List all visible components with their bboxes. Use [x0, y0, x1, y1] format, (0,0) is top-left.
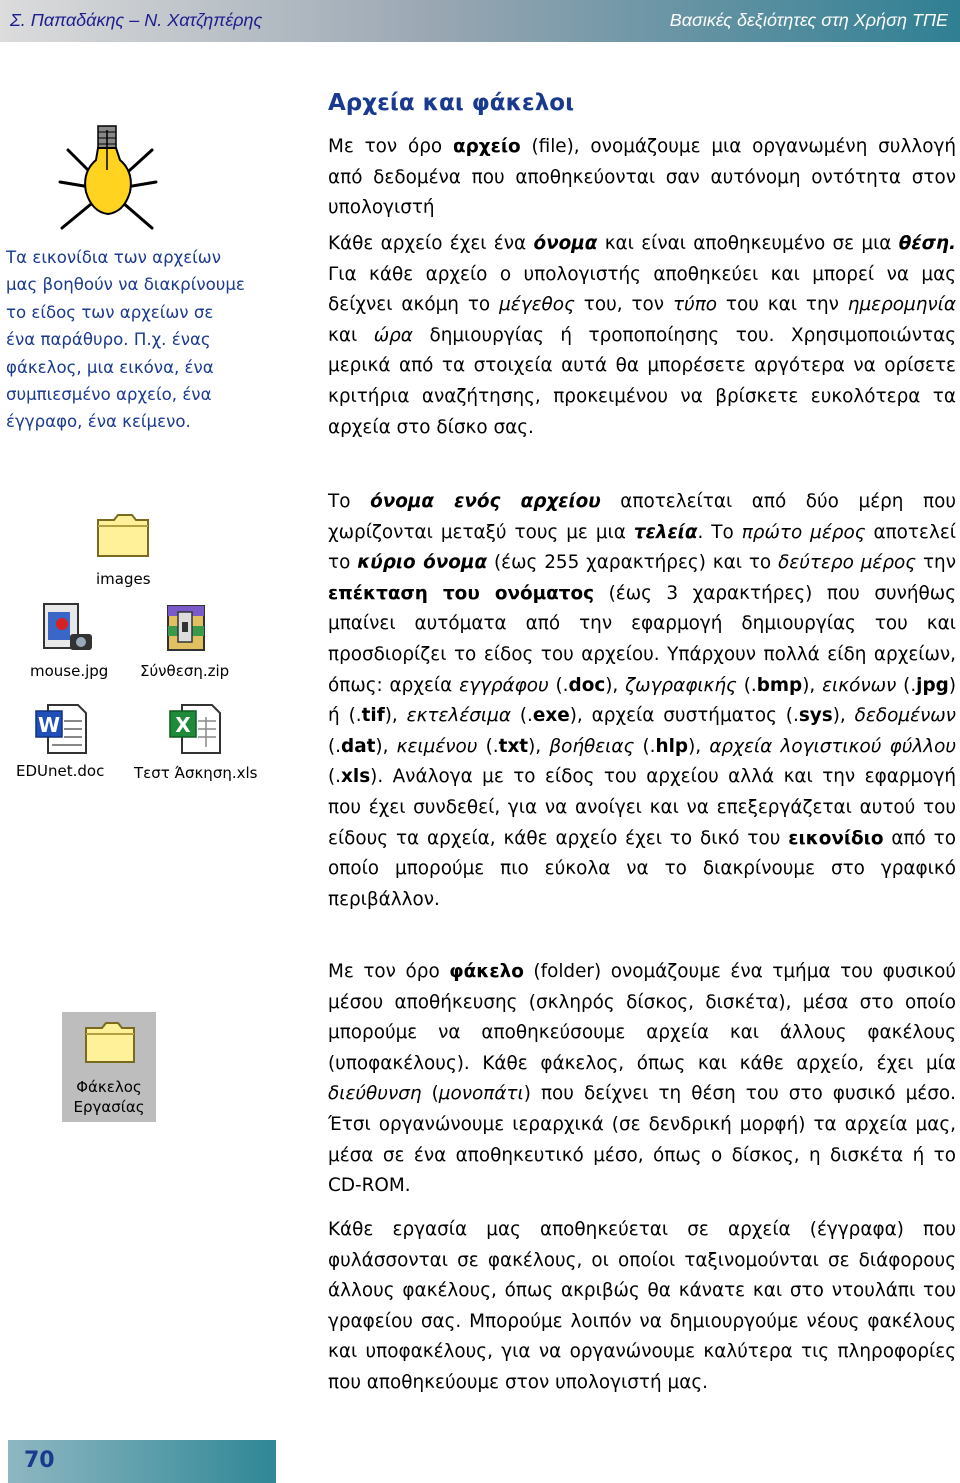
sidebar-note: Τα εικονίδια των αρχείων μας βοηθούν να διακρίνουμε το είδος των αρχείων σε ένα παράθυρο. Π.χ. ένας φάκελος, μια εικόνα, ένα συμπιεσμένο αρχείο, ένα έγγραφο, ένα κείμενο. [6, 248, 245, 432]
zip-file-icon [162, 602, 212, 654]
zip-file-label: Σύνθεση.zip [140, 662, 230, 680]
folder-icon [96, 512, 150, 558]
lightbulb-icon [58, 120, 158, 240]
word-document-icon [34, 703, 90, 755]
work-folder-tile [62, 1012, 156, 1122]
image-file-icon [40, 602, 96, 654]
page-number: 70 [24, 1448, 55, 1473]
section-title: Αρχεία και φάκελοι [328, 90, 575, 116]
excel-spreadsheet-icon [168, 703, 224, 755]
page-footer [8, 1440, 276, 1483]
paragraph-folder-definition: Με τον όρο φάκελο (folder) ονομάζουμε ένα τμήμα του φυσικού μέσου αποθήκευσης (σκληρός δίσκος, δισκέτα), μέσα στο οποίο μπορούμε να αποθηκεύσουμε αρχεία και άλλους φακέλους (υποφακέλους). Κάθε φάκελος, όπως και κάθε αρχείο, έχει μία διεύθυνση (μονοπάτι) που δείχνει τη θέση του στο φυσικό μέσο. Έτσι οργανώνουμε ιεραρχικά (σε δενδρική μορφή) τα αρχεία μας, μέσα σε ένα αποθηκευτικό μέσο, όπως ο δίσκος, η δισκέτα ή το CD-ROM. [328, 961, 956, 1197]
header-authors: Σ. Παπαδάκης – Ν. Χατζηπέρης [10, 10, 263, 30]
work-folder-label-line1: Φάκελος [76, 1078, 142, 1096]
header-book-title: Βασικές δεξιότητες στη Χρήση ΤΠΕ [669, 10, 948, 30]
doc-file-label: EDUnet.doc [16, 762, 105, 780]
xls-file-label: Τεστ Άσκηση.xls [134, 764, 258, 782]
paragraph-organizing-work: Κάθε εργασία μας αποθηκεύεται σε αρχεία (έγγραφα) που φυλάσσονται σε φακέλους, οι οποίοι ταξινομούνται σε διάφορους άλλους φακέλους, όπως ακριβώς θα κάνατε και στο ντουλάπι του γραφείου σας. Μπορούμε λοιπόν να δημιουργούμε νέους φακέλους και υποφακέλους, για να οργανώνουμε καλύτερα τις πληροφορίες που αποθηκεύουμε στον υπολογιστή μας. [328, 1219, 956, 1393]
svg-text:X: X [175, 713, 191, 737]
page-header [0, 0, 960, 42]
images-label: images [96, 570, 151, 588]
paragraph-file-name: Το όνομα ενός αρχείου αποτελείται από δύο μέρη που χωρίζονται μεταξύ τους με μια τελεία. Το πρώτο μέρος αποτελεί το κύριο όνομα (έως 255 χαρακτήρες) και το δεύτερο μέρος την επέκταση του ονόματος (έως 3 χαρακτήρες) που συνήθως μπαίνει αυτόματα από την εφαρμογή δημιουργίας του και προσδιορίζει το είδος του αρχείου. Υπάρχουν πολλά είδη αρχείων, όπως: αρχεία εγγράφου (.doc), ζωγραφικής (.bmp), εικόνων (.jpg) ή (.tif), εκτελέσιμα (.exe), αρχεία συστήματος (.sys), δεδομένων (.dat), κειμένου (.txt), βοήθειας (.hlp), αρχεία λογιστικού φύλλου (.xls). Ανάλογα με το είδος του αρχείου αλλά και την εφαρμογή που έχει συνδεθεί, για να ανοίγει και να επεξεργάζεται αυτού του είδους τα αρχεία, κάθε αρχείο έχει το δικό του εικονίδιο από το οποίο μπορούμε πιο εύκολα να το διακρίνουμε στο γραφικό περιβάλλον. [328, 491, 957, 910]
paragraph-file-definition: Με τον όρο αρχείο (file), ονομάζουμε μια οργανωμένη συλλογή από δεδομένα που αποθηκεύονται σαν αυτόνομη οντότητα στον υπολογιστή [328, 136, 956, 219]
svg-text:W: W [37, 713, 61, 737]
paragraph-file-attributes: Κάθε αρχείο έχει ένα όνομα και είναι αποθηκευμένο σε μια θέση. Για κάθε αρχείο ο υπολογιστής αποθηκεύει και μπορεί να μας δείχνει ακόμη το μέγεθος του, τον τύπο του και την ημερομηνία και ώρα δημιουργίας ή τροποποίησης του. Χρησιμοποιώντας μερικά από τα στοιχεία αυτά θα μπορέσετε αργότερα να ορίσετε κριτήρια αναζήτησης, προκειμένου να βρίσκετε ευκολότερα τα αρχεία στο δίσκο σας. [328, 233, 957, 438]
mouse-file-label: mouse.jpg [30, 662, 109, 680]
work-folder-icon [84, 1020, 136, 1064]
work-folder-label-line2: Εργασίας [73, 1098, 145, 1116]
